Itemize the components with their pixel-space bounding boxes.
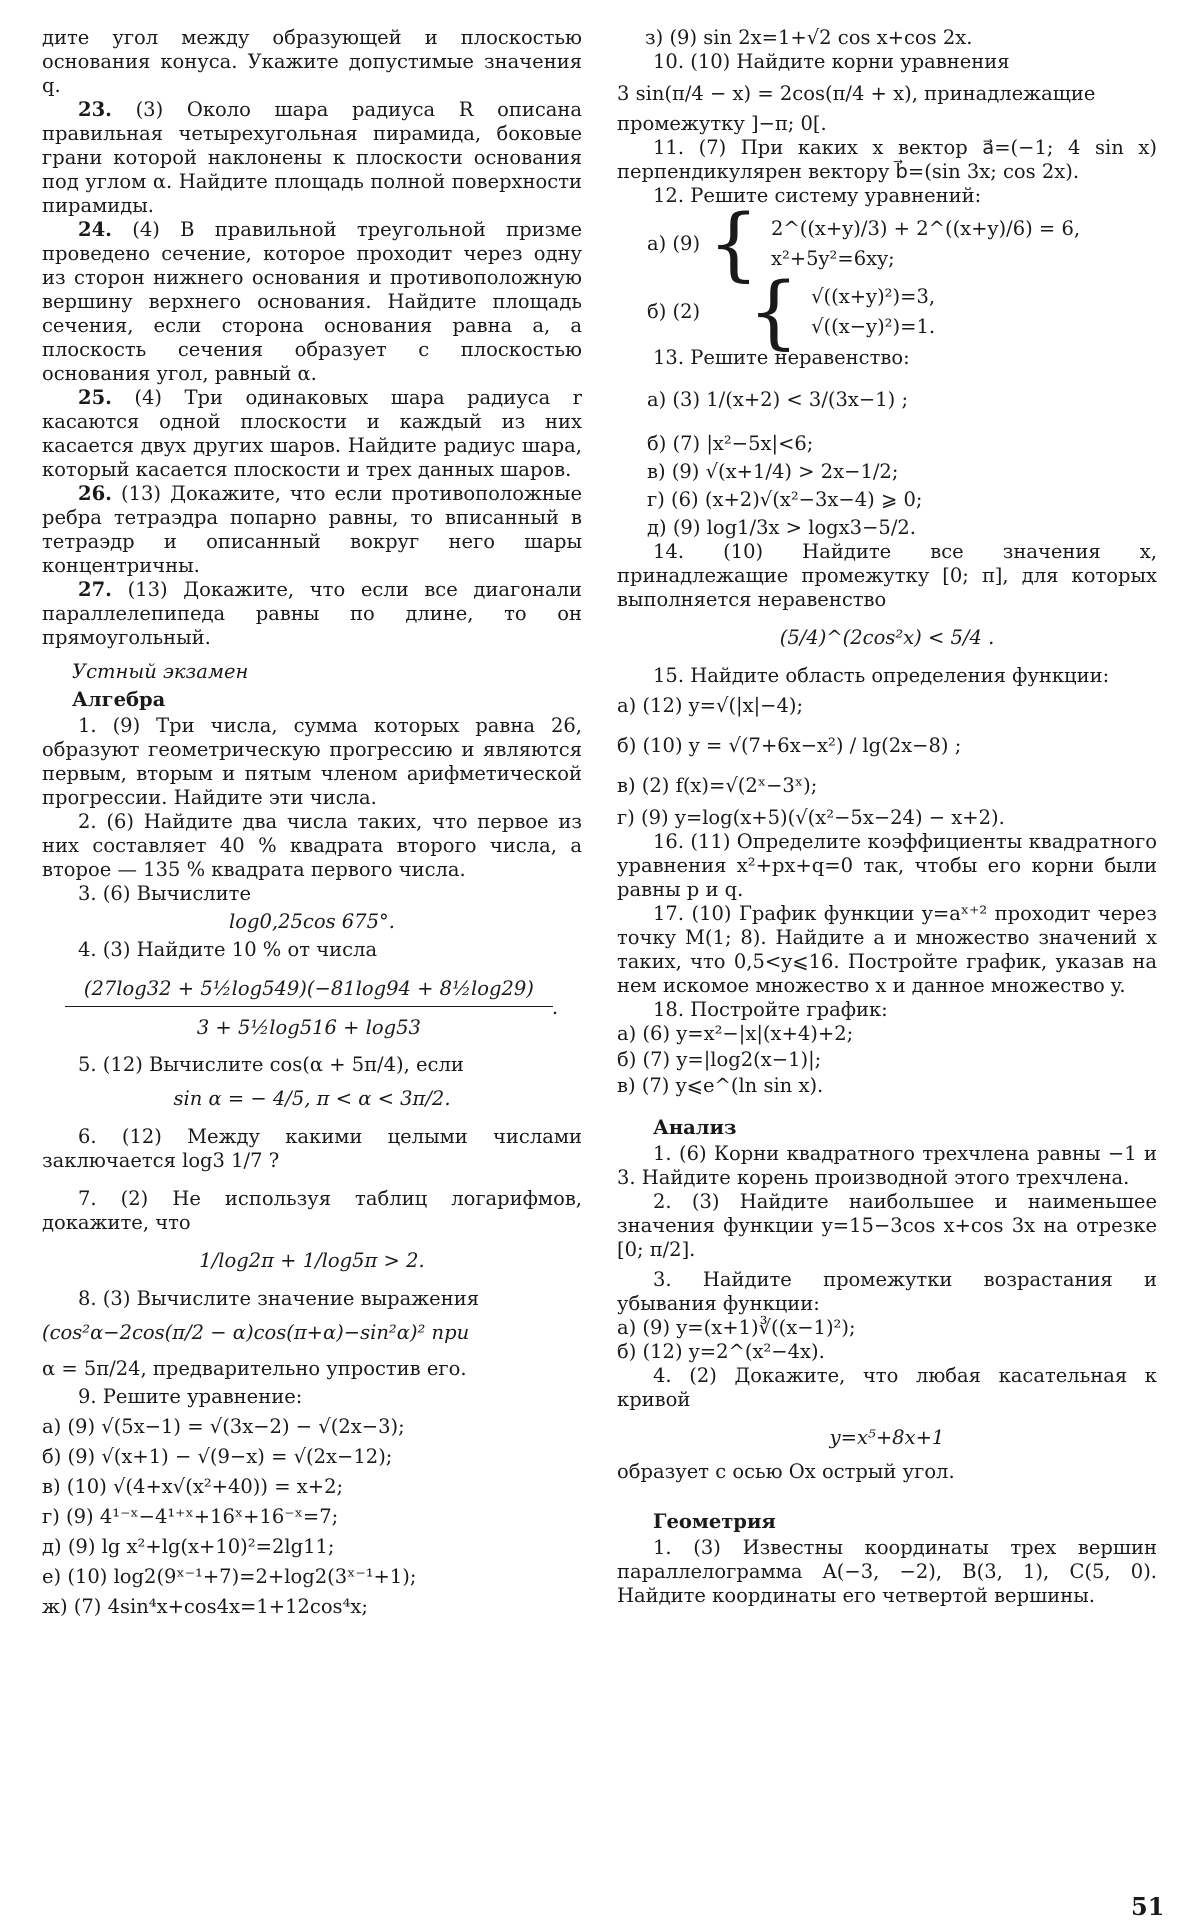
system-12b: б) (2) { √((x+y)²)=3, √((x−y)²)=1. xyxy=(647,265,936,358)
algebra-problem-8: 8. (3) Вычислите значение выражения xyxy=(78,1287,479,1310)
formula-8-condition: α = 5π/24, предварительно упростив его. xyxy=(42,1357,467,1380)
formula-10-interval: промежутку ]−π; 0[. xyxy=(617,112,827,135)
algebra-problem-6: 6. (12) Между какими целыми числами заключается log3 1/7 ? xyxy=(42,1125,582,1172)
analysis-3a: а) (9) y=(x+1)∛((x−1)²); xyxy=(617,1316,856,1339)
problem-12: 12. Решите систему уравнений: xyxy=(653,184,982,207)
domain-15c: в) (2) f(x)=√(2ˣ−3ˣ); xyxy=(617,774,818,797)
graph-18c: в) (7) y⩽e^(ln sin x). xyxy=(617,1074,824,1097)
formula-14: (5/4)^(2cos²x) < 5/4 . xyxy=(779,626,995,649)
system-12b-eq2: √((x−y)²)=1. xyxy=(811,315,936,338)
formula-8: (cos²α−2cos(π/2 − α)cos(π+α)−sin²α)² при xyxy=(42,1321,470,1344)
algebra-problem-4: 4. (3) Найдите 10 % от числа xyxy=(78,938,378,961)
inequality-13a: а) (3) 1/(x+2) < 3/(3x−1) ; xyxy=(647,388,909,411)
analysis-4-conclusion: образует с осью Ox острый угол. xyxy=(617,1460,955,1483)
equation-9g: ж) (7) 4sin⁴x+cos4x=1+12cos⁴x; xyxy=(42,1595,368,1618)
system-12a-eq2: x²+5y²=6xy; xyxy=(770,247,895,270)
algebra-problem-3: 3. (6) Вычислите xyxy=(78,882,251,905)
problem-10: 10. (10) Найдите корни уравнения xyxy=(653,50,1010,73)
section-analysis: Анализ xyxy=(653,1116,737,1139)
page-number: 51 xyxy=(1131,1892,1165,1921)
system-12b-eq1: √((x+y)²)=3, xyxy=(811,285,936,308)
problem-11: 11. (7) При каких x вектор a⃗=(−1; 4 sin x) перпендикулярен вектору b⃗=(sin 3x; cos 2x). xyxy=(617,136,1157,183)
domain-15a: а) (12) y=√(|x|−4); xyxy=(617,694,804,717)
algebra-problem-1: 1. (9) Три числа, сумма которых равна 26, образуют геометрическую прогрессию и являются первым, вторым и пятым членом арифметической прогрессии. Найдите эти числа. xyxy=(42,714,582,809)
problem-13: 13. Решите неравенство: xyxy=(653,346,910,369)
graph-18a: а) (6) y=x²−|x|(x+4)+2; xyxy=(617,1022,854,1045)
right-column xyxy=(617,26,1157,1608)
equation-9b: б) (9) √(x+1) − √(9−x) = √(2x−12); xyxy=(42,1445,393,1468)
section-geometry: Геометрия xyxy=(653,1510,776,1533)
analysis-problem-2: 2. (3) Найдите наибольшее и наименьшее значения функции y=15−3cos x+cos 3x на отрезке [0; π/2]. xyxy=(617,1190,1157,1261)
algebra-problem-9: 9. Решите уравнение: xyxy=(78,1385,303,1408)
system-12a-eq1: 2^((x+y)/3) + 2^((x+y)/6) = 6, xyxy=(770,217,1081,240)
section-oral-exam: Устный экзамен xyxy=(72,660,249,683)
inequality-13b: б) (7) |x²−5x|<6; xyxy=(647,432,814,455)
graph-18b: б) (7) y=|log2(x−1)|; xyxy=(617,1048,822,1071)
brace-icon: { xyxy=(748,265,800,358)
domain-15d: г) (9) y=log(x+5)(√(x²−5x−24) − x+2). xyxy=(617,806,1005,829)
formula-3: log0,25cos 675°. xyxy=(229,910,395,933)
equation-9h: з) (9) sin 2x=1+√2 cos x+cos 2x. xyxy=(645,26,973,49)
problem-16: 16. (11) Определите коэффициенты квадратного уравнения x²+px+q=0 так, чтобы его корни были равны p и q. xyxy=(617,830,1157,901)
analysis-problem-3: 3. Найдите промежутки возрастания и убывания функции: xyxy=(617,1268,1157,1315)
problem-18: 18. Постройте график: xyxy=(653,998,888,1021)
formula-4-numerator: (27log32 + 5½log549)(−81log94 + 8½log29) xyxy=(65,978,553,1007)
problem-24: 24. (4) В правильной треугольной призме проведено сечение, которое проходит через одну из сторон нижнего основания и противоположную вершину верхнего основания. Найдите площадь сечения, если сторона основания равна a, а плоскость сечения образует с плоскостью основания угол, равный α. xyxy=(42,218,582,385)
equation-9a: а) (9) √(5x−1) = √(3x−2) − √(2x−3); xyxy=(42,1415,405,1438)
analysis-3b: б) (12) y=2^(x²−4x). xyxy=(617,1340,825,1363)
analysis-problem-4: 4. (2) Докажите, что любая касательная к кривой xyxy=(617,1364,1157,1411)
domain-15b: б) (10) y = √(7+6x−x²) / lg(2x−8) ; xyxy=(617,734,962,757)
section-algebra: Алгебра xyxy=(72,688,166,711)
problem-14: 14. (10) Найдите все значения x, принадлежащие промежутку [0; π], для которых выполняется неравенство xyxy=(617,540,1157,611)
equation-9e: д) (9) lg x²+lg(x+10)²=2lg11; xyxy=(42,1535,335,1558)
inequality-13e: д) (9) log1/3x > logx3−5/2. xyxy=(647,516,916,539)
equation-9c: в) (10) √(4+x√(x²+40)) = x+2; xyxy=(42,1475,344,1498)
problem-26: 26. (13) Докажите, что если противоположные ребра тетраэдра попарно равны, то вписанный в тетраэдр и описанный вокруг него шары концентричны. xyxy=(42,482,582,577)
formula-10: 3 sin(π/4 − x) = 2cos(π/4 + x), принадлежащие xyxy=(617,82,1096,105)
analysis-problem-1: 1. (6) Корни квадратного трехчлена равны −1 и 3. Найдите корень производной этого трехчлена. xyxy=(617,1142,1157,1189)
formula-analysis-4: y=x⁵+8x+1 xyxy=(829,1426,945,1449)
algebra-problem-7: 7. (2) Не используя таблиц логарифмов, докажите, что xyxy=(42,1187,582,1234)
intro-text: дите угол между образующей и плоскостью основания конуса. Укажите допустимые значения q. xyxy=(42,26,582,97)
problem-17: 17. (10) График функции y=aˣ⁺² проходит через точку M(1; 8). Найдите a и множество значений x таких, что 0,5<y⩽16. Постройте график, указав на нем искомое множество x и данное множество y. xyxy=(617,902,1157,997)
inequality-13d: г) (6) (x+2)√(x²−3x−4) ⩾ 0; xyxy=(647,488,923,511)
algebra-problem-2: 2. (6) Найдите два числа таких, что первое из них составляет 40 % квадрата второго числа, а второе — 135 % квадрата первого числа. xyxy=(42,810,582,881)
formula-4: $\frac{\text{(27log32 + 5½log549)(−81log94 + 8½log29)}}{\text{3 + 5½log516 + log53}}$ . xyxy=(42,978,582,1039)
formula-7: 1/log2π + 1/log5π > 2. xyxy=(199,1249,425,1272)
geometry-problem-1: 1. (3) Известны координаты трех вершин параллелограмма A(−3, −2), B(3, 1), C(5, 0). Найдите координаты его четвертой вершины. xyxy=(617,1536,1157,1607)
formula-5: sin α = − 4/5, π < α < 3π/2. xyxy=(173,1087,451,1110)
inequality-13c: в) (9) √(x+1/4) > 2x−1/2; xyxy=(647,460,899,483)
problem-15: 15. Найдите область определения функции: xyxy=(653,664,1110,687)
left-column xyxy=(42,26,582,1619)
problem-25: 25. (4) Три одинаковых шара радиуса r касаются одной плоскости и каждый из них касается двух других шаров. Найдите радиус шара, который касается плоскости и трех данных шаров. xyxy=(42,386,582,481)
algebra-problem-5: 5. (12) Вычислите cos(α + 5π/4), если xyxy=(78,1053,464,1076)
problem-23: 23. (3) Около шара радиуса R описана правильная четырехугольная пирамида, боковые грани которой наклонены к плоскости основания под углом α. Найдите площадь полной поверхности пирамиды. xyxy=(42,98,582,217)
formula-4-denominator: 3 + 5½log516 + log53 xyxy=(196,1016,421,1039)
problem-27: 27. (13) Докажите, что если все диагонали параллелепипеда равны по длине, то он прямоугольный. xyxy=(42,578,583,649)
brace-icon: { xyxy=(708,197,759,290)
equation-9f: е) (10) log2(9ˣ⁻¹+7)=2+log2(3ˣ⁻¹+1); xyxy=(42,1565,417,1588)
equation-9d: г) (9) 4¹⁻ˣ−4¹⁺ˣ+16ˣ+16⁻ˣ=7; xyxy=(42,1505,339,1528)
system-12a: а) (9) { 2^((x+y)/3) + 2^((x+y)/6) = 6, x²+5y²=6xy; xyxy=(647,197,1081,290)
